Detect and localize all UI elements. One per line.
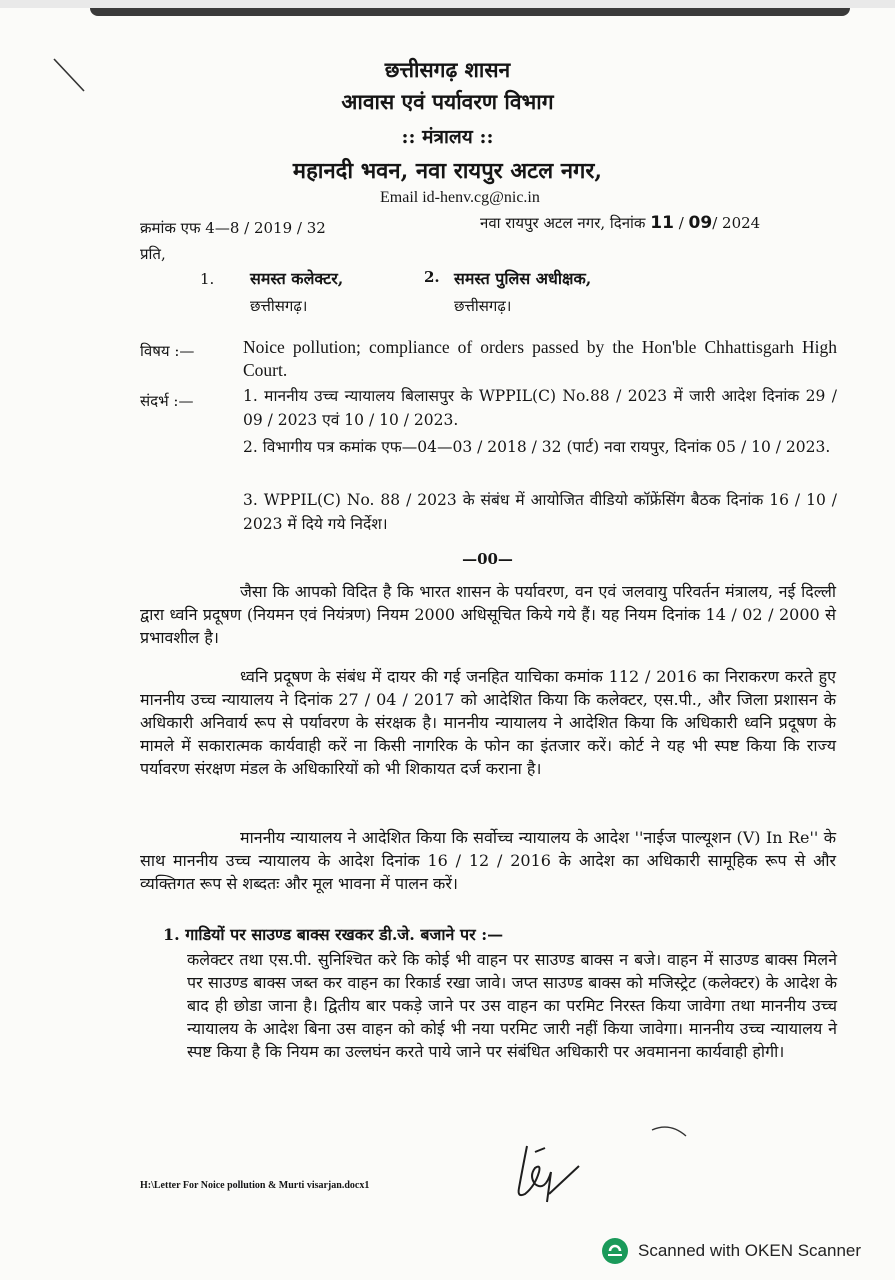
oken-scanner-logo-icon: [600, 1236, 630, 1266]
header-address: महानदी भवन, नवा रायपुर अटल नगर,: [292, 158, 603, 184]
reference-item-2: 2. विभागीय पत्र कमांक एफ—04—03 / 2018 / 32 (पार्ट) नवा रायपुर, दिनांक 05 / 10 / 2023.: [243, 438, 831, 456]
recipient-1-place: छत्तीसगढ़।: [250, 297, 308, 315]
date-month: 09: [688, 213, 713, 233]
date-day: 11: [650, 213, 674, 233]
section-separator: —00—: [462, 550, 513, 568]
subject-label: विषय :—: [140, 342, 195, 360]
point-1-text: कलेक्टर तथा एस.पी. सुनिश्चित करे कि कोई भी वाहन पर साउण्ड बाक्स न बजे। वाहन में साउण्ड बाक्स मिलने पर साउण्ड बाक्स जब्त कर वाहन का रिकार्ड रखा जावे। जप्त साउण्ड बाक्स को मजिस्ट्रेट (कलेक्टर) के आदेश के बाद ही छोडा जाना है। द्वितीय बार पकड़े जाने पर उस वाहन का परमिट निरस्त किया जावेगा तथा माननीय उच्च न्यायालय के आदेश बिना उस वाहन को कोई भी नया परमिट जारी नहीं किया जावेगा। माननीय उच्च न्यायालय ने स्पष्ट किया है कि नियम का उल्लघंन करते पाये जाने पर संबंधित अधिकारी पर अवमानना कार्यवाही होगी।: [187, 950, 837, 1061]
date-separator: /: [678, 214, 684, 232]
file-path-footer: H:\Letter For Noice pollution & Murti visarjan.docx1: [140, 1180, 370, 1191]
recipient-2-number: 2.: [424, 268, 440, 286]
reference-item-1: 1. माननीय उच्च न्यायालय बिलासपुर के WPPIL(C) No.88 / 2023 में जारी आदेश दिनांक 29 / 09 / 2023 एवं 10 / 10 / 2023.: [243, 387, 837, 429]
reference-item-3: 3. WPPIL(C) No. 88 / 2023 के संबंध में आयोजित वीडियो कॉफ्रेंसिंग बैठक दिनांक 16 / 10 / 2023 में दिये गये निर्देश।: [243, 491, 837, 533]
date-separator: /: [712, 214, 718, 232]
body-paragraph-1: जैसा कि आपको विदित है कि भारत शासन के पर्यावरण, वन एवं जलवायु परिवर्तन मंत्रालय, नई दिल्ली द्वारा ध्वनि प्रदूषण (नियमन एवं नियंत्रण) नियम 2000 अधिसूचित किये गये हैं। यह नियम दिनांक 14 / 02 / 2000 से प्रभावशील है।: [140, 582, 836, 647]
header-email: Email id-henv.cg@nic.in: [380, 189, 540, 206]
header-ministry: :: मंत्रालय ::: [401, 126, 494, 148]
recipient-2-title: समस्त पुलिस अधीक्षक,: [454, 269, 592, 288]
header-department: आवास एवं पर्यावरण विभाग: [341, 89, 554, 114]
recipient-1-number: 1.: [200, 270, 215, 288]
recipient-1-title: समस्त कलेक्टर,: [250, 269, 344, 288]
recipient-2-place: छत्तीसगढ़।: [454, 297, 512, 315]
date-place: नवा रायपुर अटल नगर, दिनांक: [480, 214, 646, 232]
pen-flourish-icon: [650, 1120, 690, 1142]
reference-label: संदर्भ :—: [140, 392, 194, 410]
letter-date: [480, 213, 760, 233]
scanner-watermark: [600, 1236, 861, 1266]
body-paragraph-2: ध्वनि प्रदूषण के संबंध में दायर की गई जनहित याचिका कमांक 112 / 2016 का निराकरण करते हुए माननीय उच्च न्यायालय ने दिनांक 27 / 04 / 2017 को आदेशित किया कि कलेक्टर, एस.पी., और जिला प्रशासन के अधिकारी अनिवार्य रूप से पर्यावरण के संरक्षक है। माननीय न्यायालय ने आदेशित किया कि अधिकारी ध्वनि प्रदूषण के मामले में सकारात्मक कार्यवाही करें ना किसी नागरिक के फोन का इंतजार करें। कोर्ट ने यह भी स्पष्ट किया कि राज्य पर्यावरण संरक्षण मंडल के अधिकारियों को भी शिकायत दर्ज कराना है।: [140, 667, 836, 778]
point-1-heading: 1. गाडियों पर साउण्ड बाक्स रखकर डी.जे. बजाने पर :—: [163, 925, 504, 944]
date-year: 2024: [722, 214, 761, 232]
subject-text: Noice pollution; compliance of orders passed by the Hon'ble Chhattisgarh High Court.: [243, 337, 837, 380]
scanner-watermark-text: Scanned with OKEN Scanner: [638, 1241, 862, 1260]
reference-number: क्रमांक एफ 4—8 / 2019 / 32: [140, 219, 326, 237]
header-government: छत्तीसगढ़ शासन: [384, 57, 511, 82]
to-label: प्रति,: [140, 245, 166, 263]
scan-edge-shadow: [90, 8, 850, 16]
document-page: [0, 8, 895, 1280]
body-paragraph-3: माननीय न्यायालय ने आदेशित किया कि सर्वोच्च न्यायालय के आदेश ''नाईज पाल्यूशन (V) In Re'' के साथ माननीय उच्च न्यायालय के आदेश दिनांक 16 / 12 / 2016 के आदेश का अधिकारी सामूहिक रूप से और व्यक्तिगत रूप से शब्दतः और मूल भावना में पालन करें।: [140, 828, 836, 893]
signature-icon: [505, 1136, 585, 1216]
